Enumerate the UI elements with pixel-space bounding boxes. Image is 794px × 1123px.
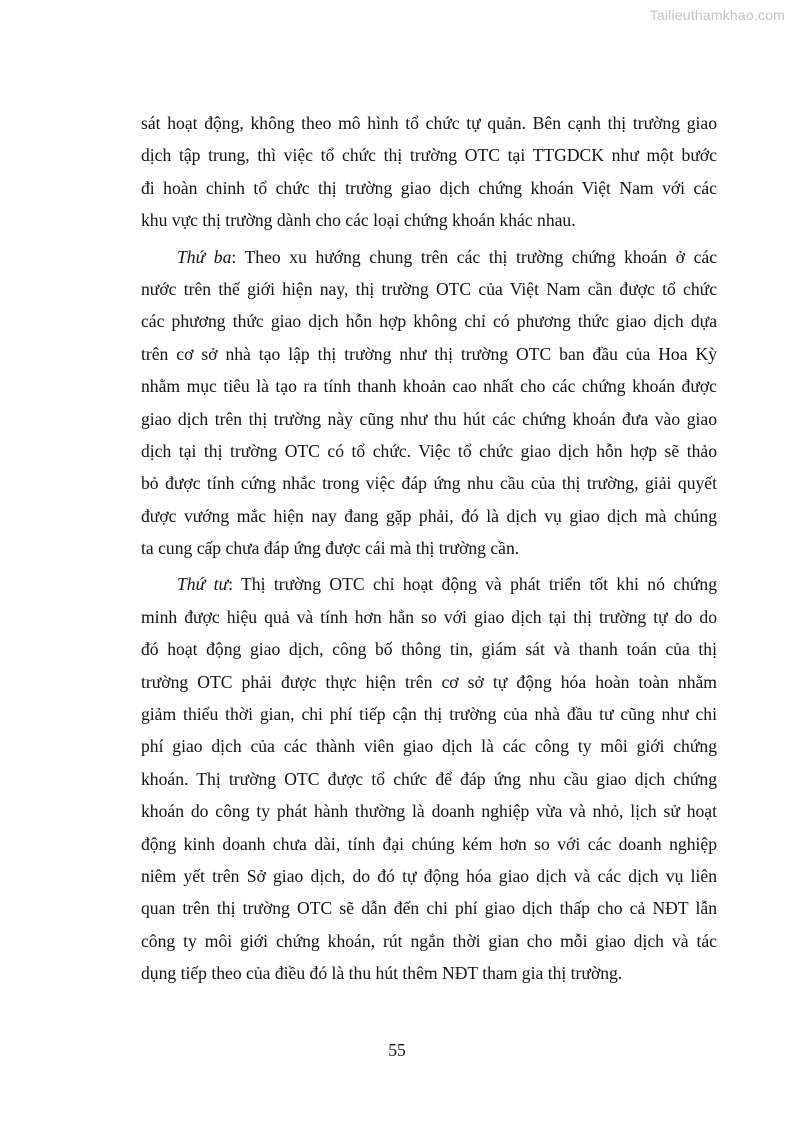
paragraph-2 [141, 241, 717, 565]
text-line: nhằm mục tiêu là tạo ra tính thanh khoản cao nhất cho các chứng khoán được [141, 376, 717, 397]
text-line: giảm thiểu thời gian, chi phí tiếp cận thị trường của nhà đầu tư cũng như chi [141, 704, 717, 725]
text-line [141, 241, 717, 273]
text-line: trường OTC phải được thực hiện trên cơ sở tự động hóa hoàn toàn nhằm [141, 671, 717, 692]
text-line: công ty môi giới chứng khoán, rút ngắn thời gian cho mỗi giao dịch và tác [141, 930, 717, 951]
text-line: bỏ được tính cứng nhắc trong việc đáp ứng nhu cầu của thị trường, giải quyết [141, 473, 717, 494]
paragraph-lead: Thứ ba [177, 246, 232, 267]
text-line: đó hoạt động giao dịch, công bố thông tin, giám sát và thanh toán của thị [141, 639, 717, 660]
text-fragment: : Theo xu hướng chung trên các thị trường chứng khoán ở các [231, 246, 717, 267]
text-line: niêm yết trên Sở giao dịch, do đó tự động hóa giao dịch và các dịch vụ liên [141, 865, 717, 886]
text-line: giao dịch trên thị trường này cũng như thu hút các chứng khoán đưa vào giao [141, 408, 717, 429]
watermark-text: Tailieuthamkhao.com [649, 7, 785, 23]
text-line: động kinh doanh chưa dài, tính đại chúng kém hơn so với các doanh nghiệp [141, 833, 717, 854]
text-line: nước trên thế giới hiện nay, thị trường OTC của Việt Nam cần được tổ chức [141, 278, 717, 299]
text-line: dịch tập trung, thì việc tổ chức thị trường OTC tại TTGDCK như một bước [141, 145, 717, 166]
text-line: dịch tại thị trường OTC có tổ chức. Việc tổ chức giao dịch hỗn hợp sẽ thảo [141, 440, 717, 461]
text-line: khoán do công ty phát hành thường là doanh nghiệp vừa và nhỏ, lịch sử hoạt [141, 801, 717, 822]
paragraph-1 [141, 107, 717, 237]
text-line: trên cơ sở nhà tạo lập thị trường như thị trường OTC ban đầu của Hoa Kỳ [141, 343, 717, 364]
text-line: đi hoàn chỉnh tổ chức thị trường giao dịch chứng khoán Việt Nam với các [141, 177, 717, 198]
document-body [141, 107, 717, 994]
text-line: các phương thức giao dịch hỗn hợp không chỉ có phương thức giao dịch dựa [141, 311, 717, 332]
text-line: khoán. Thị trường OTC được tổ chức để đáp ứng nhu cầu giao dịch chứng [141, 768, 717, 789]
paragraph-lead: Thứ tư [177, 574, 229, 595]
text-line: ta cung cấp chưa đáp ứng được cái mà thị trường cần. [141, 538, 520, 559]
text-line [141, 568, 717, 600]
text-line: được vướng mắc hiện nay đang gặp phải, đó là dịch vụ giao dịch mà chúng [141, 505, 717, 526]
page-number: 55 [388, 1040, 406, 1060]
text-line: minh được hiệu quả và tính hơn hẳn so với giao dịch tại thị trường tự do do [141, 606, 717, 627]
paragraph-3 [141, 568, 717, 989]
text-line: phí giao dịch của các thành viên giao dịch là các công ty môi giới chứng [141, 736, 717, 757]
text-line: quan trên thị trường OTC sẽ dẫn đến chi phí giao dịch thấp cho cả NĐT lẫn [141, 898, 717, 919]
text-line: dụng tiếp theo của điều đó là thu hút thêm NĐT tham gia thị trường. [141, 963, 623, 984]
text-line: sát hoạt động, không theo mô hình tổ chức tự quản. Bên cạnh thị trường giao [141, 113, 717, 133]
text-fragment: : Thị trường OTC chỉ hoạt động và phát triển tốt khi nó chứng [228, 574, 718, 595]
text-line: khu vực thị trường dành cho các loại chứng khoán khác nhau. [141, 210, 576, 231]
